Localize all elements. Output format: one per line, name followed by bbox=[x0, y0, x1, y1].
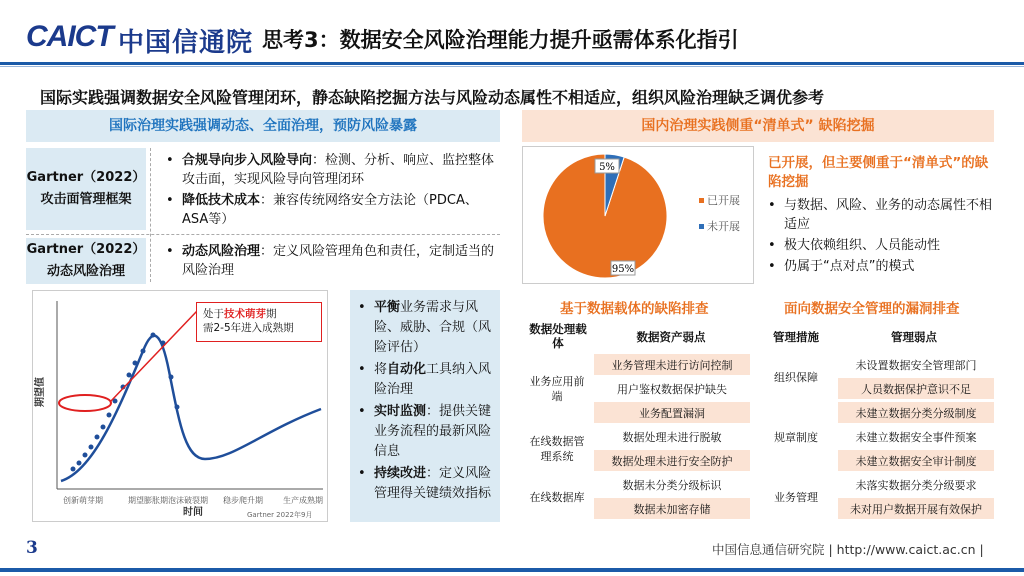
list-item: • 将自动化工具纳入风险治理 bbox=[358, 360, 492, 400]
table2-cell: 未建立数据分类分级制度 bbox=[838, 402, 994, 423]
gartner-drg-label-2: 动态风险治理 bbox=[46, 264, 125, 279]
pie-label-started: 95% bbox=[611, 264, 635, 275]
pie-chart bbox=[523, 147, 755, 285]
list-item: • 实时监测：提供关键业务流程的最新风险信息 bbox=[358, 402, 492, 462]
table1-cell: 数据处理未进行脱敏 bbox=[622, 430, 722, 444]
pie-chart-box bbox=[522, 146, 754, 284]
hype-curve bbox=[61, 336, 321, 481]
gartner-drg-list bbox=[166, 242, 496, 282]
gartner-asm-label bbox=[26, 148, 146, 230]
stage-label: 泡沫破裂期 bbox=[168, 496, 208, 505]
figure-footnote: Gartner 2022年9月 bbox=[247, 511, 313, 519]
gartner-drg-label-1: Gartner（2022） bbox=[26, 242, 146, 257]
table2-cell: 未设置数据安全管理部门 bbox=[855, 358, 977, 372]
caict-logo-cn: 中国信通院 bbox=[118, 28, 254, 58]
page-title: 思考3：数据安全风险治理能力提升亟需体系化指引 bbox=[262, 28, 739, 52]
stage-label: 创新萌芽期 bbox=[63, 496, 103, 505]
stage-label: 期望膨胀期 bbox=[128, 496, 168, 505]
table2-group: 规章制度 bbox=[774, 431, 818, 444]
caict-logo: CAICT bbox=[26, 20, 113, 53]
table2-header-weakness: 管理弱点 bbox=[891, 330, 937, 344]
gartner-asm-list bbox=[166, 151, 496, 231]
governance-notes bbox=[350, 290, 500, 522]
page-number: 3 bbox=[26, 538, 38, 558]
table2-cell: 未对用户数据开展有效保护 bbox=[838, 498, 994, 519]
legend-label: 未开展 bbox=[707, 220, 740, 233]
page-subtitle: 国际实践强调数据安全风险管理闭环，静态缺陷挖掘方法与风险动态属性不相适应，组织风险治理缺乏调优参考 bbox=[40, 88, 825, 107]
right-section-bar: 国内治理实践侧重“清单式” 缺陷挖掘 bbox=[522, 110, 994, 142]
table2-title: 面向数据安全管理的漏洞排查 bbox=[784, 301, 960, 317]
left-section-bar: 国际治理实践强调动态、全面治理，预防风险暴露 bbox=[26, 110, 500, 142]
table1-cell: 数据未分类分级标识 bbox=[622, 478, 722, 492]
hype-callout: 处于技术萌芽期 需2-5年进入成熟期 bbox=[196, 302, 322, 342]
stage-label: 生产成熟期 bbox=[283, 496, 323, 505]
header-divider-thin bbox=[0, 66, 1024, 67]
list-item: • 持续改进：定义风险管理得关键绩效指标 bbox=[358, 464, 492, 504]
divider bbox=[150, 148, 151, 282]
divider bbox=[26, 234, 500, 235]
table1-group: 在线数据库 bbox=[529, 490, 585, 504]
table1-cell: 业务管理未进行访问控制 bbox=[594, 354, 750, 375]
list-item: • 动态风险治理：定义风险管理角色和责任，定制适当的风险治理 bbox=[166, 242, 496, 280]
table2-header-measure: 管理措施 bbox=[773, 330, 819, 344]
table1-group: 业务应用前端 bbox=[529, 375, 585, 403]
right-description bbox=[768, 154, 994, 278]
table1-title: 基于数据载体的缺陷排查 bbox=[560, 301, 709, 317]
table1-cell: 数据处理未进行安全防护 bbox=[594, 450, 750, 471]
list-item: • 降低技术成本：兼容传统网络安全方法论（PDCA、ASA等） bbox=[166, 191, 496, 229]
highlight-ellipse bbox=[59, 395, 111, 411]
table2-body bbox=[760, 354, 994, 520]
gartner-asm-label-2: 攻击面管理框架 bbox=[40, 192, 132, 207]
table1-group: 在线数据管理系统 bbox=[529, 435, 585, 463]
table2-group: 组织保障 bbox=[774, 371, 818, 384]
list-item: • 合规导向步入风险导向：检测、分析、响应、监控整体攻击面，实现风险导向管理闭环 bbox=[166, 151, 496, 189]
table2-cell: 未建立数据安全审计制度 bbox=[838, 450, 994, 471]
y-axis-label: 期望值 bbox=[35, 377, 46, 407]
pie-label-notstarted: 5% bbox=[599, 162, 615, 173]
stage-label: 稳步爬升期 bbox=[223, 496, 263, 505]
table2-cell: 未建立数据安全事件预案 bbox=[855, 430, 977, 444]
table1-header-weakness: 数据资产弱点 bbox=[636, 330, 706, 344]
table1-cell: 用户鉴权数据保护缺失 bbox=[617, 382, 727, 396]
gartner-asm-label-1: Gartner（2022） bbox=[26, 170, 146, 185]
table1-header-carrier: 数据处理载体 bbox=[529, 322, 587, 350]
table1-cell: 数据未加密存储 bbox=[594, 498, 750, 519]
footer-divider bbox=[0, 568, 1024, 572]
desc-heading: 已开展，但主要侧重于“清单式”的缺陷挖掘 bbox=[768, 155, 989, 190]
header-divider bbox=[0, 62, 1024, 65]
table2-cell: 未落实数据分类分级要求 bbox=[855, 478, 977, 492]
callout-line bbox=[111, 311, 197, 401]
list-item: • 平衡业务需求与风险、威胁、合规（风险评估） bbox=[358, 298, 492, 358]
list-item: • 与数据、风险、业务的动态属性不相适应 bbox=[768, 196, 994, 234]
legend-swatch bbox=[699, 198, 704, 203]
legend-swatch bbox=[699, 224, 704, 229]
legend-label: 已开展 bbox=[707, 194, 740, 207]
table1-body bbox=[526, 354, 750, 520]
list-item: • 仍属于“点对点”的模式 bbox=[768, 257, 994, 276]
x-axis-label: 时间 bbox=[183, 507, 203, 518]
list-item: • 极大依赖组织、人员能动性 bbox=[768, 236, 994, 255]
table2-group: 业务管理 bbox=[774, 491, 818, 504]
gartner-drg-label bbox=[26, 238, 146, 284]
footer-org: 中国信息通信研究院 | http://www.caict.ac.cn | bbox=[712, 542, 984, 557]
table2-cell: 人员数据保护意识不足 bbox=[838, 378, 994, 399]
table1-cell: 业务配置漏洞 bbox=[594, 402, 750, 423]
